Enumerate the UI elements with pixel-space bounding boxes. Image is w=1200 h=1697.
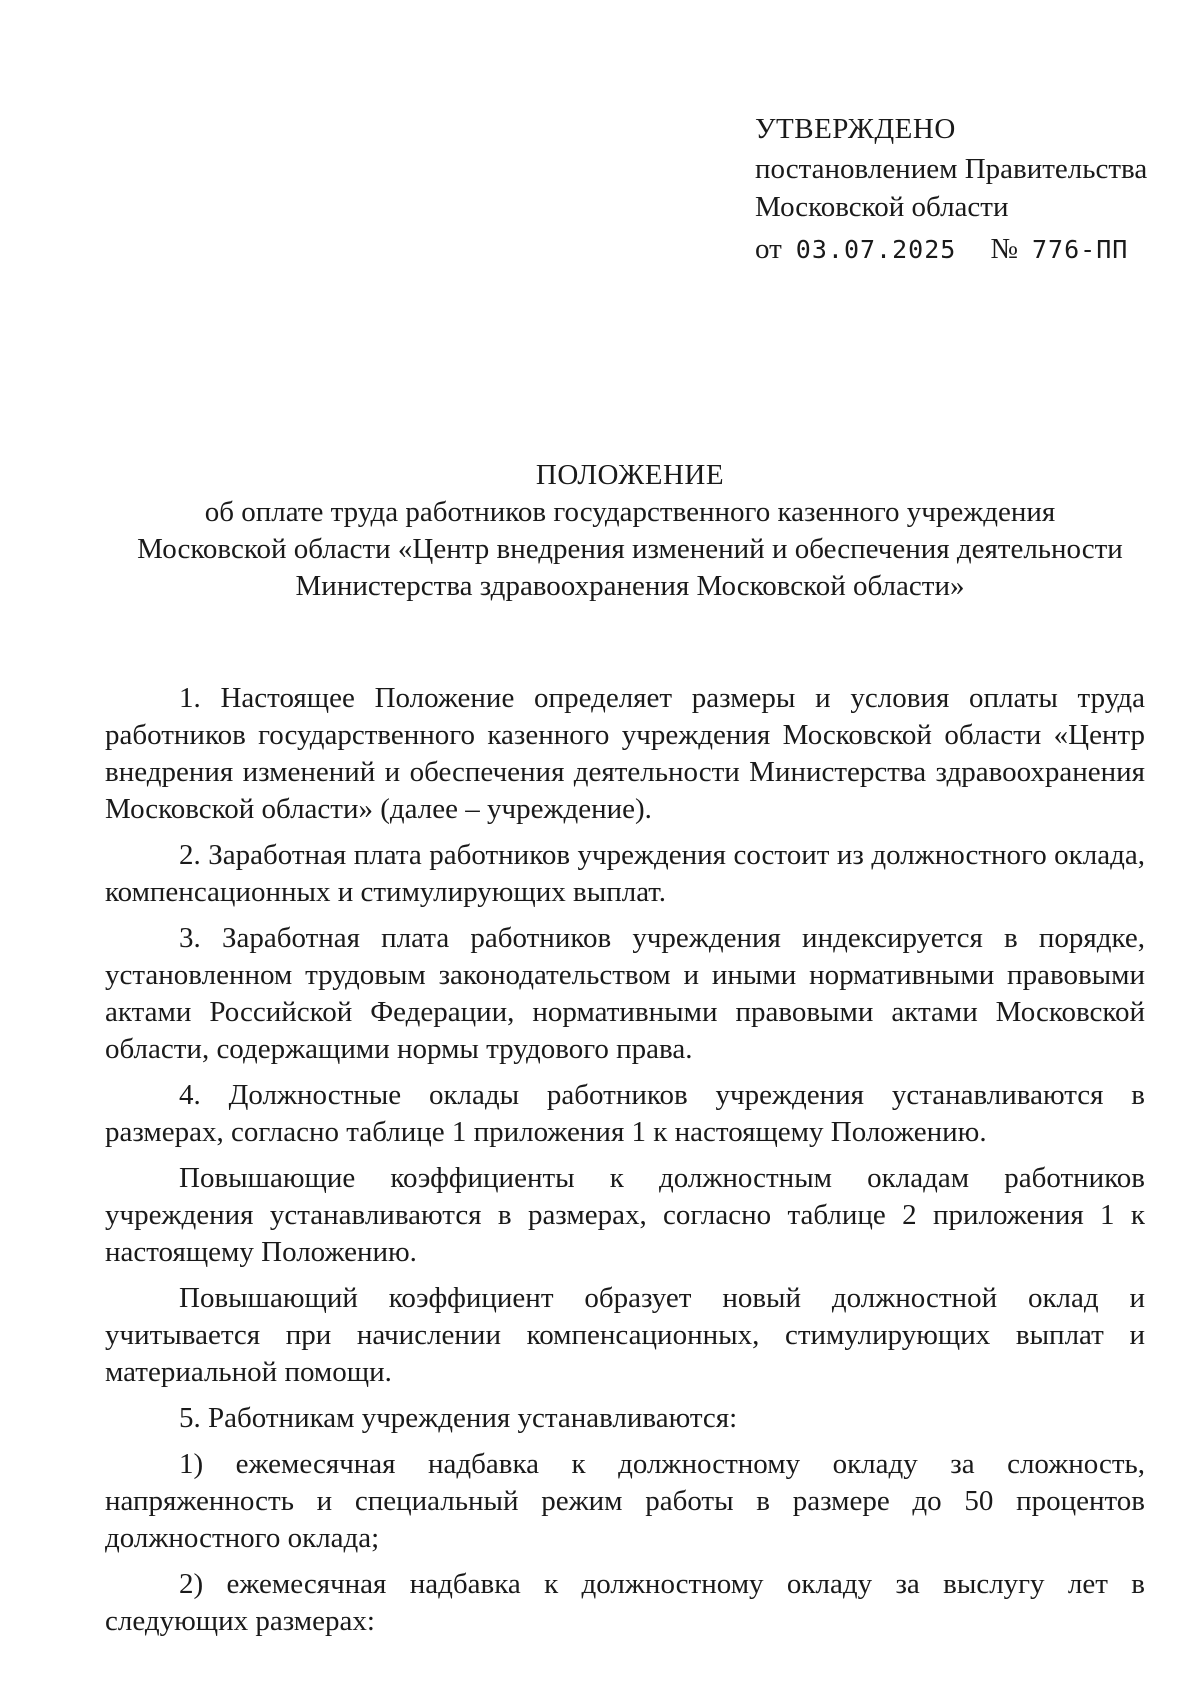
document-body [105,680,1145,1649]
approval-date-line [755,230,1175,269]
paragraph-4: 4. Должностные оклады работников учреждения устанавливаются в размерах, согласно таблице 1 приложения 1 к настоящему Положению. [105,1079,1145,1148]
paragraph-5-item-2: 2) ежемесячная надбавка к должностному окладу за выслугу лет в следующих размерах: [105,1568,1145,1637]
paragraph-3: 3. Заработная плата работников учреждения индексируется в порядке, установленном трудовым законодательством и иными нормативными правовыми актами Российской Федерации, нормативными правовыми актами Московской области, содержащими нормы трудового права. [105,922,1145,1065]
paragraph-5: 5. Работникам учреждения устанавливаются: [179,1402,738,1434]
paragraph-5-item-1: 1) ежемесячная надбавка к должностному окладу за сложность, напряженность и специальный режим работы в размере до 50 процентов должностного оклада; [105,1448,1145,1554]
paragraph-1: 1. Настоящее Положение определяет размеры и условия оплаты труда работников государственного казенного учреждения Московской области «Центр внедрения изменений и обеспечения деятельности Министерства здравоохранения Московской области» (далее – учреждение). [105,682,1145,825]
approval-title: УТВЕРЖДЕНО [755,113,956,145]
approval-line-2: Московской области [755,191,1009,223]
document-subtitle: об оплате труда работников государственного казенного учреждения Московской области «Центр внедрения изменений и обеспечения деятельности Министерства здравоохранения Московской области» [137,496,1123,602]
paragraph-4-new-salary: Повышающий коэффициент образует новый должностной оклад и учитывается при начислении компенсационных, стимулирующих выплат и материальной помощи. [105,1282,1145,1388]
approval-number: 776-ПП [1031,235,1129,264]
paragraph-2: 2. Заработная плата работников учреждения состоит из должностного оклада, компенсационных и стимулирующих выплат. [105,839,1145,908]
paragraph-4-coefficients: Повышающие коэффициенты к должностным окладам работников учреждения устанавливаются в размерах, согласно таблице 2 приложения 1 к настоящему Положению. [105,1162,1145,1268]
approval-date: 03.07.2025 [795,235,957,264]
number-sign: № [990,233,1018,265]
document-title: ПОЛОЖЕНИЕ [535,459,725,491]
approval-stamp [755,110,1175,269]
approval-line-1: постановлением Правительства [755,153,1148,185]
document-heading [120,457,1140,605]
date-prefix: от [755,233,782,265]
